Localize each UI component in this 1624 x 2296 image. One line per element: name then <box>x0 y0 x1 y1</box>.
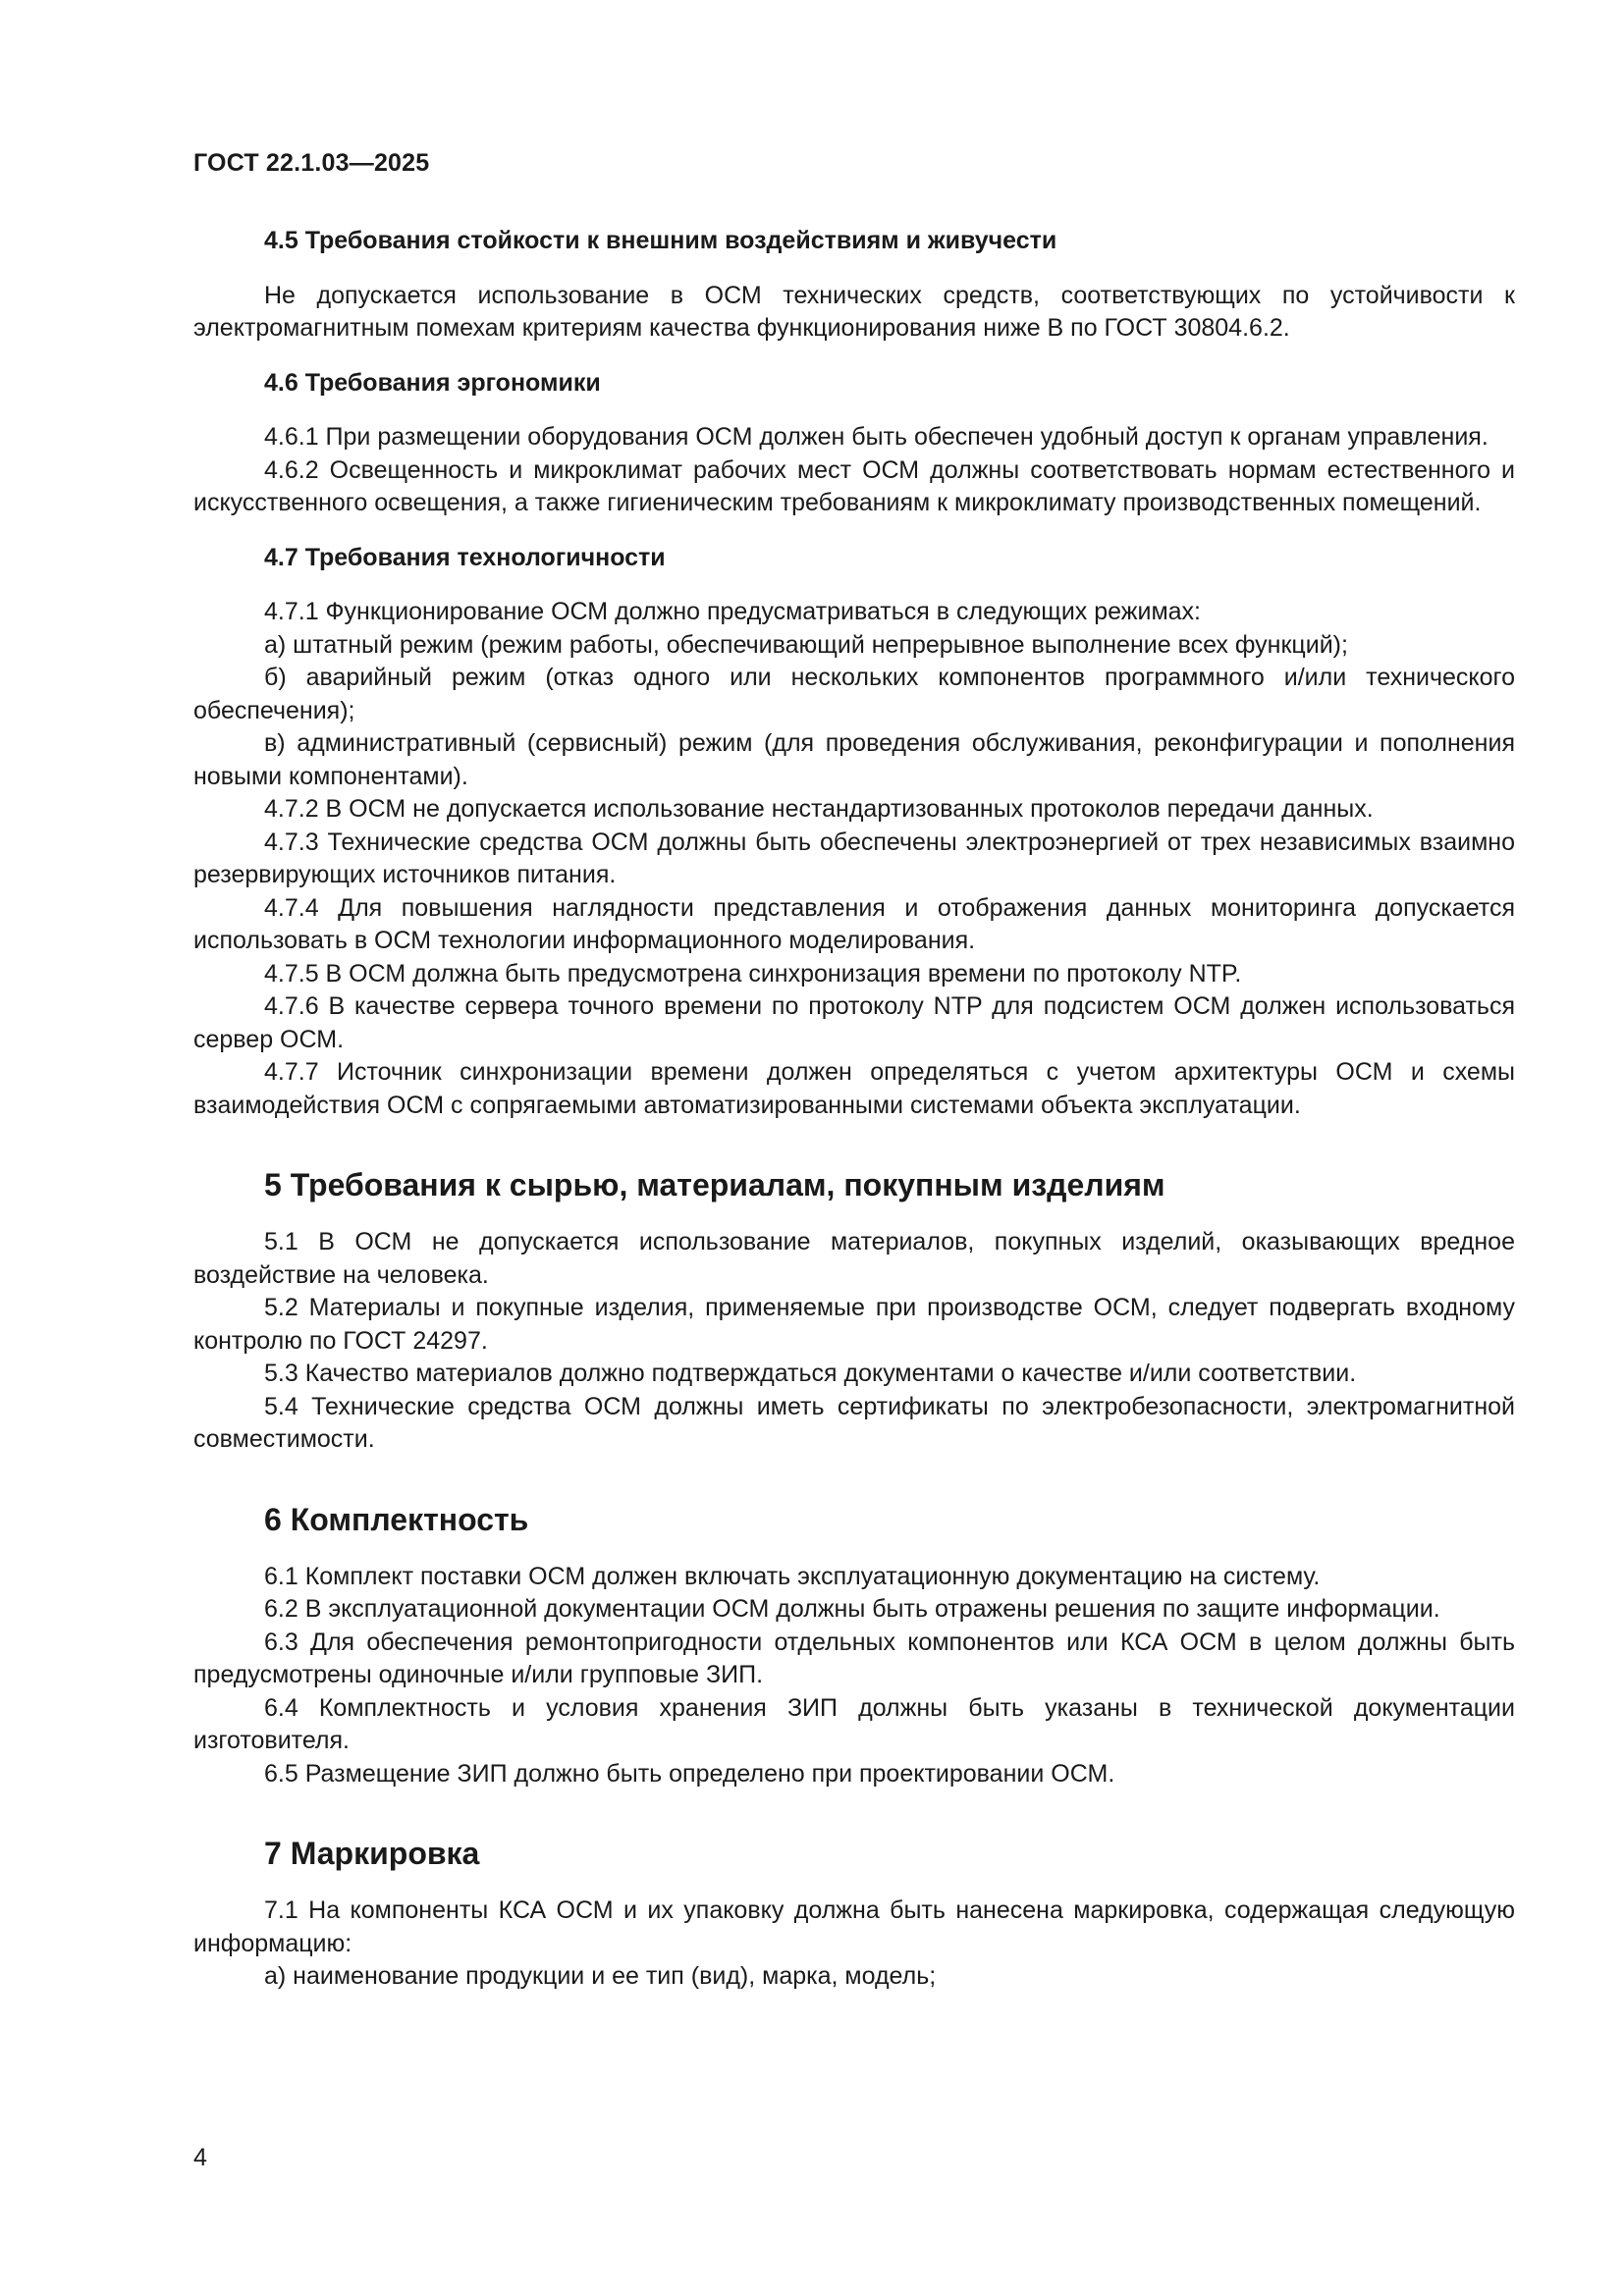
paragraph: 6.3 Для обеспечения ремонтопригодности отдельных компонентов или КСА ОСМ в целом должны быть предусмотрены одиночные и/или групповые ЗИП. <box>193 1628 1515 1688</box>
paragraph: 4.7.6 В качестве сервера точного времени по протоколу NTP для подсистем ОСМ должен использоваться сервер ОСМ. <box>193 992 1515 1053</box>
paragraph: 5.2 Материалы и покупные изделия, применяемые при производстве ОСМ, следует подвергать входному контролю по ГОСТ 24297. <box>193 1294 1515 1355</box>
paragraph: 4.6.2 Освещенность и микроклимат рабочих мест ОСМ должны соответствовать нормам естественного и искусственного освещения, а также гигиеническим требованиям к микроклимату производственных помещений. <box>193 455 1515 516</box>
paragraph: 6.2 В эксплуатационной документации ОСМ должны быть отражены решения по защите информации. <box>264 1595 1440 1623</box>
list-item: а) штатный режим (режим работы, обеспечивающий непрерывное выполнение всех функций); <box>264 630 1348 659</box>
section-4-6-title: 4.6 Требования эргономики <box>264 368 601 397</box>
paragraph: 4.6.1 При размещении оборудования ОСМ должен быть обеспечен удобный доступ к органам управления. <box>264 423 1489 451</box>
paragraph: 5.4 Технические средства ОСМ должны иметь сертификаты по электробезопасности, электромагнитной совместимости. <box>193 1392 1515 1453</box>
section-7-title: 7 Маркировка <box>264 1836 480 1871</box>
document-header: ГОСТ 22.1.03—2025 <box>193 149 430 177</box>
section-6-title: 6 Комплектность <box>264 1501 529 1537</box>
paragraph: 5.3 Качество материалов должно подтверждаться документами о качестве и/или соответствии. <box>264 1360 1357 1387</box>
paragraph: Не допускается использование в ОСМ технических средств, соответствующих по устойчивости к электромагнитным помехам критериям качества функционирования ниже В по ГОСТ 30804.6.2. <box>193 281 1515 342</box>
paragraph: 4.7.1 Функционирование ОСМ должно предусматриваться в следующих режимах: <box>264 598 1202 625</box>
paragraph: 6.5 Размещение ЗИП должно быть определено при проектировании ОСМ. <box>264 1759 1115 1788</box>
section-4-7-title: 4.7 Требования технологичности <box>264 543 666 571</box>
paragraph: 4.7.2 В ОСМ не допускается использование нестандартизованных протоколов передачи данных. <box>264 795 1374 823</box>
paragraph: 4.7.5 В ОСМ должна быть предусмотрена синхронизация времени по протоколу NTP. <box>264 959 1242 988</box>
paragraph: 5.1 В ОСМ не допускается использование материалов, покупных изделий, оказывающих вредное воздействие на человека. <box>193 1228 1515 1289</box>
paragraph: 7.1 На компоненты КСА ОСМ и их упаковку должна быть нанесена маркировка, содержащая следующую информацию: <box>193 1896 1515 1957</box>
paragraph: 4.7.3 Технические средства ОСМ должны быть обеспечены электроэнергией от трех независимых взаимно резервирующих источников питания. <box>193 828 1515 888</box>
paragraph: 4.7.7 Источник синхронизации времени должен определяться с учетом архитектуры ОСМ и схемы взаимодействия ОСМ с сопрягаемыми автоматизированными системами объекта эксплуатации. <box>193 1058 1515 1119</box>
section-5-title: 5 Требования к сырью, материалам, покупным изделиям <box>264 1167 1165 1202</box>
page-number: 4 <box>193 2144 207 2171</box>
list-item: б) аварийный режим (отказ одного или нескольких компонентов программного и/или технического обеспечения); <box>193 664 1515 724</box>
list-item: в) административный (сервисный) режим (для проведения обслуживания, реконфигурации и пополнения новыми компонентами). <box>193 729 1515 790</box>
section-4-5-title: 4.5 Требования стойкости к внешним воздействиям и живучести <box>264 227 1057 254</box>
list-item: а) наименование продукции и ее тип (вид), марка, модель; <box>264 1962 937 1990</box>
paragraph: 6.4 Комплектность и условия хранения ЗИП должны быть указаны в технической документации изготовителя. <box>193 1693 1515 1754</box>
paragraph: 4.7.4 Для повышения наглядности представления и отображения данных мониторинга допускается использовать в ОСМ технологии информационного моделирования. <box>193 893 1515 954</box>
document-body <box>193 225 1515 1994</box>
paragraph: 6.1 Комплект поставки ОСМ должен включать эксплуатационную документацию на систему. <box>264 1562 1321 1590</box>
